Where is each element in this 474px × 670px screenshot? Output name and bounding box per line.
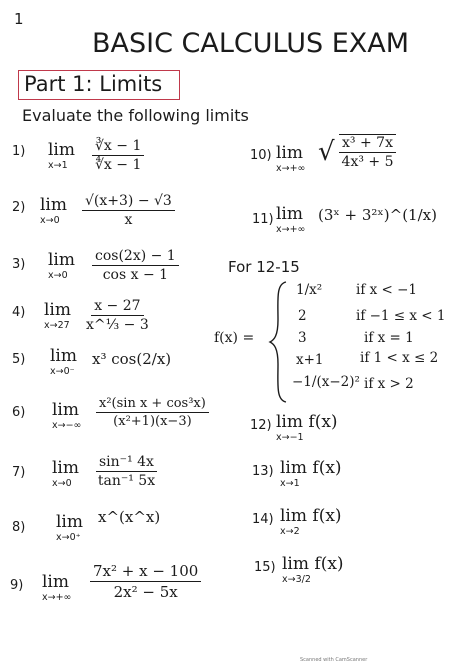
lim-label: lim	[44, 300, 71, 320]
lim-label: lim	[56, 512, 83, 532]
problem-number: 1)	[12, 144, 26, 159]
lim-label: lim	[42, 572, 69, 592]
denominator: x	[124, 212, 133, 228]
problem-2-lim	[40, 195, 67, 226]
problem-6-expression	[96, 396, 209, 429]
denominator: tan⁻¹ 5x	[97, 473, 156, 489]
piecewise-cond-2: if −1 ≤ x < 1	[356, 308, 446, 324]
lim-subscript: x→0⁻	[50, 366, 75, 377]
problem-11-expression: (3ˣ + 3²ˣ)^(1/x)	[318, 206, 437, 224]
problem-7-expression	[96, 454, 157, 489]
lim-subscript: x→0	[52, 478, 72, 489]
problem-11-number: 11)	[252, 212, 274, 227]
denominator: cos x − 1	[102, 267, 169, 283]
lim-label: lim f(x)	[282, 554, 344, 574]
lim-label: lim	[276, 143, 303, 163]
lim-label: lim	[50, 346, 77, 366]
problem-2-expression	[82, 193, 175, 228]
problem-2-number: 2)	[12, 200, 26, 215]
problem-6-lim	[52, 400, 81, 431]
lim-subscript: x→+∞	[276, 163, 306, 174]
problem-5-expression: x³ cos(2/x)	[92, 350, 172, 368]
problem-9-expression	[90, 562, 201, 601]
problem-1-expression	[92, 138, 144, 173]
lim-subscript: x→0	[40, 215, 60, 226]
piecewise-case-1	[296, 282, 322, 298]
lim-label: lim	[40, 195, 67, 215]
lim-subscript: x→3/2	[282, 574, 311, 585]
sqrt-sign-icon: √	[318, 137, 335, 167]
denominator: x^⅓ − 3	[86, 317, 149, 333]
problem-9-lim	[42, 572, 71, 603]
piecewise-cond-4: if 1 < x ≤ 2	[360, 350, 439, 366]
problem-13-lim	[280, 458, 342, 489]
lim-subscript: x→+∞	[276, 224, 306, 235]
numerator: x²(sin x + cos³x)	[96, 396, 209, 413]
problem-1-lim	[48, 140, 75, 171]
scanner-watermark: Scanned with CamScanner	[300, 657, 368, 663]
piecewise-cond-5: if x > 2	[364, 376, 414, 392]
numerator: 7x² + x − 100	[90, 562, 201, 582]
piecewise-label: For 12-15	[228, 258, 300, 276]
problem-14-number: 14)	[252, 512, 274, 527]
numerator: √(x+3) − √3	[82, 193, 175, 211]
piecewise-case-3: 3	[298, 330, 307, 346]
lim-label: lim	[52, 400, 79, 420]
problem-1	[12, 140, 25, 159]
lim-label: lim	[48, 250, 75, 270]
lim-subscript: x→0⁺	[56, 532, 81, 543]
problem-4-number: 4)	[12, 305, 26, 320]
problem-8-expression: x^(x^x)	[98, 508, 161, 526]
numerator: x − 27	[91, 298, 143, 316]
page-number: 1	[14, 10, 24, 28]
denominator: 2x² − 5x	[113, 583, 178, 601]
problem-5-lim	[50, 346, 77, 377]
problem-14-lim	[280, 506, 342, 537]
problem-7-lim	[52, 458, 79, 489]
lim-label: lim	[52, 458, 79, 478]
problem-10-expression	[318, 134, 396, 170]
case-expr: 1/x²	[296, 282, 323, 298]
lim-subscript: x→1	[48, 160, 68, 171]
lim-label: lim	[48, 140, 75, 160]
lim-label: lim f(x)	[276, 412, 338, 432]
problem-12-lim	[276, 412, 338, 443]
denominator: 4x³ + 5	[341, 154, 394, 170]
problem-15-number: 15)	[254, 560, 276, 575]
problem-8-number: 8)	[12, 520, 26, 535]
lim-subscript: x→+∞	[42, 592, 72, 603]
lim-label: lim	[276, 204, 303, 224]
piecewise-case-2: 2	[298, 308, 307, 324]
numerator: x³ + 7x	[339, 135, 396, 153]
piecewise-fname: f(x) =	[214, 330, 255, 346]
left-brace-icon	[268, 280, 290, 404]
piecewise-case-4: x+1	[296, 352, 324, 368]
problem-10-number: 10)	[250, 148, 272, 163]
lim-subscript: x→0	[48, 270, 68, 281]
numerator: sin⁻¹ 4x	[96, 454, 157, 472]
lim-subscript: x→1	[280, 478, 300, 489]
problem-7-number: 7)	[12, 465, 26, 480]
lim-subscript: x→27	[44, 320, 70, 331]
denominator: (x²+1)(x−3)	[113, 414, 192, 429]
problem-11-lim	[276, 204, 305, 235]
numerator: cos(2x) − 1	[92, 248, 179, 266]
piecewise-cond-3: if x = 1	[364, 330, 414, 346]
problem-4-expression	[86, 298, 149, 333]
denominator: ∜x − 1	[95, 157, 142, 173]
problem-10-lim	[276, 143, 305, 174]
problem-3-lim	[48, 250, 75, 281]
problem-4-lim	[44, 300, 71, 331]
lim-label: lim f(x)	[280, 506, 342, 526]
problem-6-number: 6)	[12, 405, 26, 420]
exam-title: BASIC CALCULUS EXAM	[92, 28, 410, 59]
problem-5-number: 5)	[12, 352, 26, 367]
problem-13-number: 13)	[252, 464, 274, 479]
problem-3-expression	[92, 248, 179, 283]
lim-label: lim f(x)	[280, 458, 342, 478]
part-label: Part 1: Limits	[24, 72, 163, 96]
problem-12-number: 12)	[250, 418, 272, 433]
problem-3-number: 3)	[12, 257, 26, 272]
lim-subscript: x→−∞	[52, 420, 82, 431]
problem-8-lim	[56, 512, 83, 543]
lim-subscript: x→2	[280, 526, 300, 537]
instruction-text: Evaluate the following limits	[22, 106, 249, 125]
piecewise-case-5: −1/(x−2)²	[292, 374, 360, 390]
problem-15-lim	[282, 554, 344, 585]
lim-subscript: x→−1	[276, 432, 304, 443]
piecewise-cond-1: if x < −1	[356, 282, 418, 298]
problem-9-number: 9)	[10, 578, 24, 593]
numerator: ∛x − 1	[92, 138, 144, 156]
